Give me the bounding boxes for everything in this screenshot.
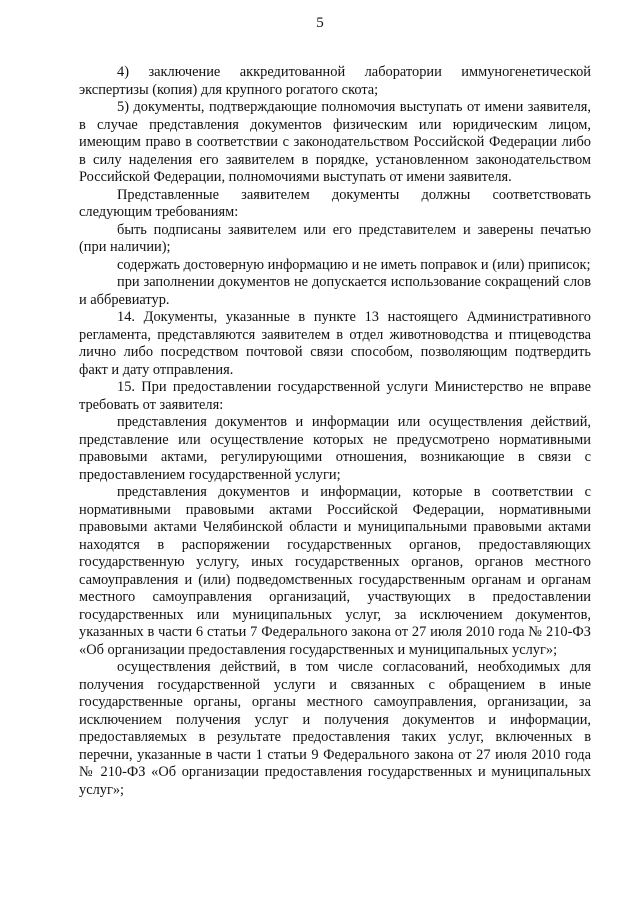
paragraph-clause-15: 15. При предоставлении государственной услуги Министерство не вправе требовать от заявителя:: [79, 379, 591, 413]
page-number: 5: [316, 15, 324, 31]
paragraph-requirements-intro: Представленные заявителем документы должны соответствовать следующим требованиям:: [79, 186, 591, 220]
paragraph-prohibition-documents: представления документов и информации или осуществления действий, представление или осуществление которых не предусмотрено нормативными правовыми актами, регулирующими отношения, возникающие в связи с предоставлением государственной услуги;: [79, 414, 591, 483]
paragraph-item-5: 5) документы, подтверждающие полномочия выступать от имени заявителя, в случае представления документов физическим или юридическим лицом, имеющим право в соответствии с законодательством Российской Федерации либо в силу наделения его заявителем в порядке, установленном законодательством Российской Федерации, полномочиями выступать от имени заявителя.: [79, 99, 591, 185]
paragraph-requirement-no-abbreviations: при заполнении документов не допускается использование сокращений слов и аббревиатур.: [79, 274, 591, 308]
paragraph-clause-14: 14. Документы, указанные в пункте 13 настоящего Административного регламента, представляются заявителем в отдел животноводства и птицеводства лично либо посредством почтовой связи способом, позволяющим подтвердить факт и дату отправления.: [79, 309, 591, 378]
paragraph-prohibition-actions: осуществления действий, в том числе согласований, необходимых для получения государственной услуги и связанных с обращением в иные государственные органы, органы местного самоуправления, организации, за исключением получения услуг и получения документов и информации, предоставляемых в результате предоставления таких услуг, включенных в перечни, указанные в части 1 статьи 9 Федерального закона от 27 июля 2010 года № 210-ФЗ «Об организации предоставления государственных и муниципальных услуг»;: [79, 659, 591, 798]
paragraph-requirement-accurate: содержать достоверную информацию и не иметь поправок и (или) приписок;: [117, 256, 591, 273]
paragraph-prohibition-held-documents: представления документов и информации, которые в соответствии с нормативными правовыми актами Российской Федерации, нормативными правовыми актами Челябинской области и муниципальными правовыми актами находятся в распоряжении государственных органов, предоставляющих государственную услугу, иных государственных органов, органов местного самоуправления и (или) подведомственных государственным органам и органам местного самоуправления организаций, участвующих в предоставлении государственных или муниципальных услуг, за исключением документов, указанных в части 6 статьи 7 Федерального закона от 27 июля 2010 года № 210-ФЗ «Об организации предоставления государственных и муниципальных услуг»;: [79, 484, 591, 658]
paragraph-requirement-signed: быть подписаны заявителем или его представителем и заверены печатью (при наличии);: [79, 221, 591, 255]
page-content: [79, 64, 591, 799]
paragraph-item-4: 4) заключение аккредитованной лаборатории иммуногенетической экспертизы (копия) для крупного рогатого скота;: [79, 64, 591, 98]
